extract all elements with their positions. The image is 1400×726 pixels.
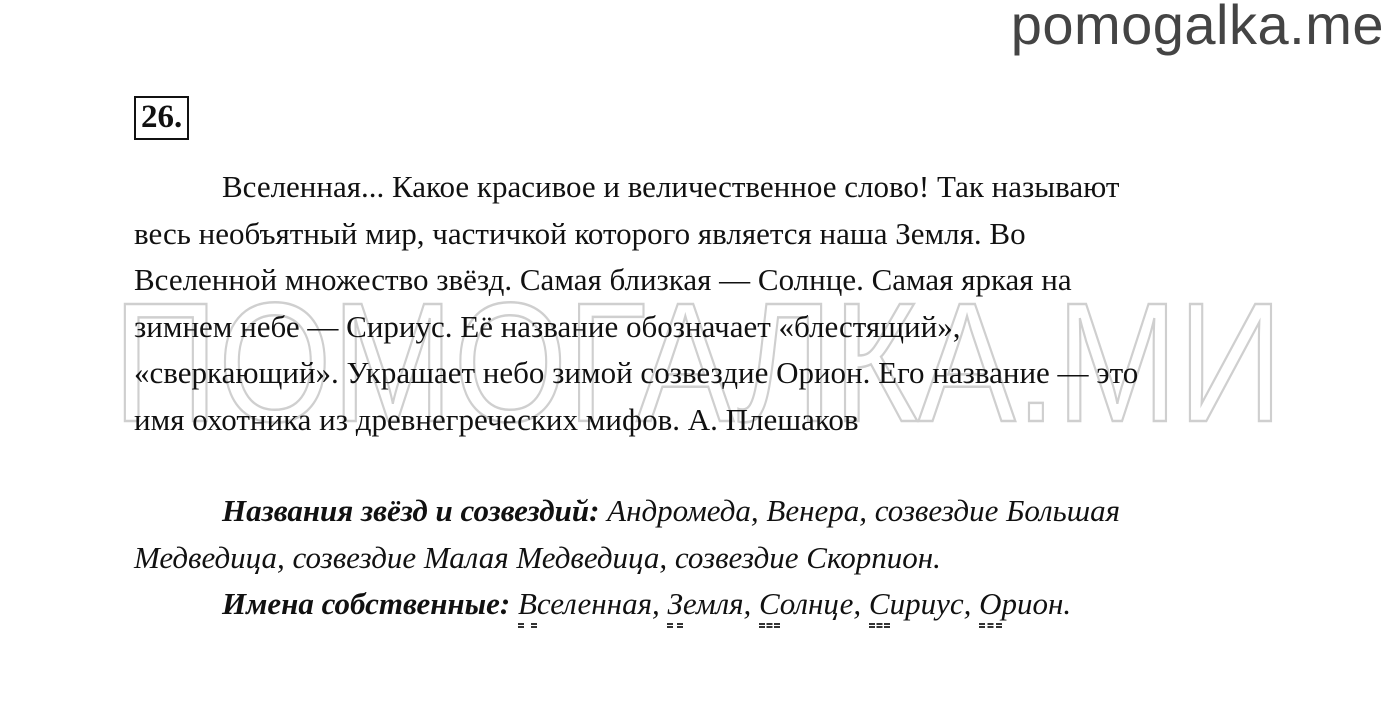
stars-line [134,488,1294,535]
proper-noun-rest: ириус [889,586,964,621]
proper-noun-rest: олнце [779,586,854,621]
proper-noun-first-letter: С [759,581,780,628]
proper-noun-separator: , [853,586,869,621]
proper-noun [518,586,652,621]
answers [134,488,1294,628]
text-line: Вселенной множество звёзд. Самая близкая — Солнце. Самая яркая на [134,262,1072,297]
proper-noun [979,586,1063,621]
text-line: весь необъятный мир, частичкой которого является наша Земля. Во [134,215,1026,251]
proper-noun [759,586,853,621]
task-number: 26. [134,96,189,140]
proper-nouns-line [134,581,1294,628]
proper-noun-end: . [1063,586,1072,621]
proper-noun-first-letter: С [869,581,890,628]
stars-line-2: Медведица, созвездие Малая Медведица, созвездие Скорпион. [134,539,941,575]
proper-noun-first-letter: О [979,581,1001,628]
proper-noun [667,586,743,621]
proper-noun-first-letter: З [667,581,682,628]
watermark-text: ПОМОГАЛКА.МИ [113,286,1283,436]
proper-nouns-label: Имена собственные: [222,586,511,621]
proper-noun-separator: , [963,586,980,621]
proper-noun-rest: емля [682,586,744,621]
text-line: зимнем небе — Сириус. Её название обозначает «блестящий», [134,308,961,344]
proper-noun-separator: , [651,586,668,621]
main-text [134,164,1284,443]
text-line: Вселенная... Какое красивое и величественное слово! Так называют [222,169,1120,204]
text-line: «сверкающий». Украшает небо зимой созвездие Орион. Его название — это [134,355,1139,390]
site-logo[interactable]: pomogalka.me [1010,0,1384,56]
stars-label: Названия звёзд и созвездий: [222,493,600,528]
text-line: имя охотника из древнегреческих мифов. А. Плешаков [134,401,859,437]
stars-list-part1: Андромеда, Венера, созвездие Большая [599,493,1121,528]
proper-noun-separator: , [743,586,760,621]
proper-noun [869,586,964,621]
proper-nouns-list [518,586,1071,621]
proper-noun-rest: селенная [536,586,652,621]
proper-noun-rest: рион [1001,586,1064,621]
proper-noun-first-letter: В [518,581,537,628]
